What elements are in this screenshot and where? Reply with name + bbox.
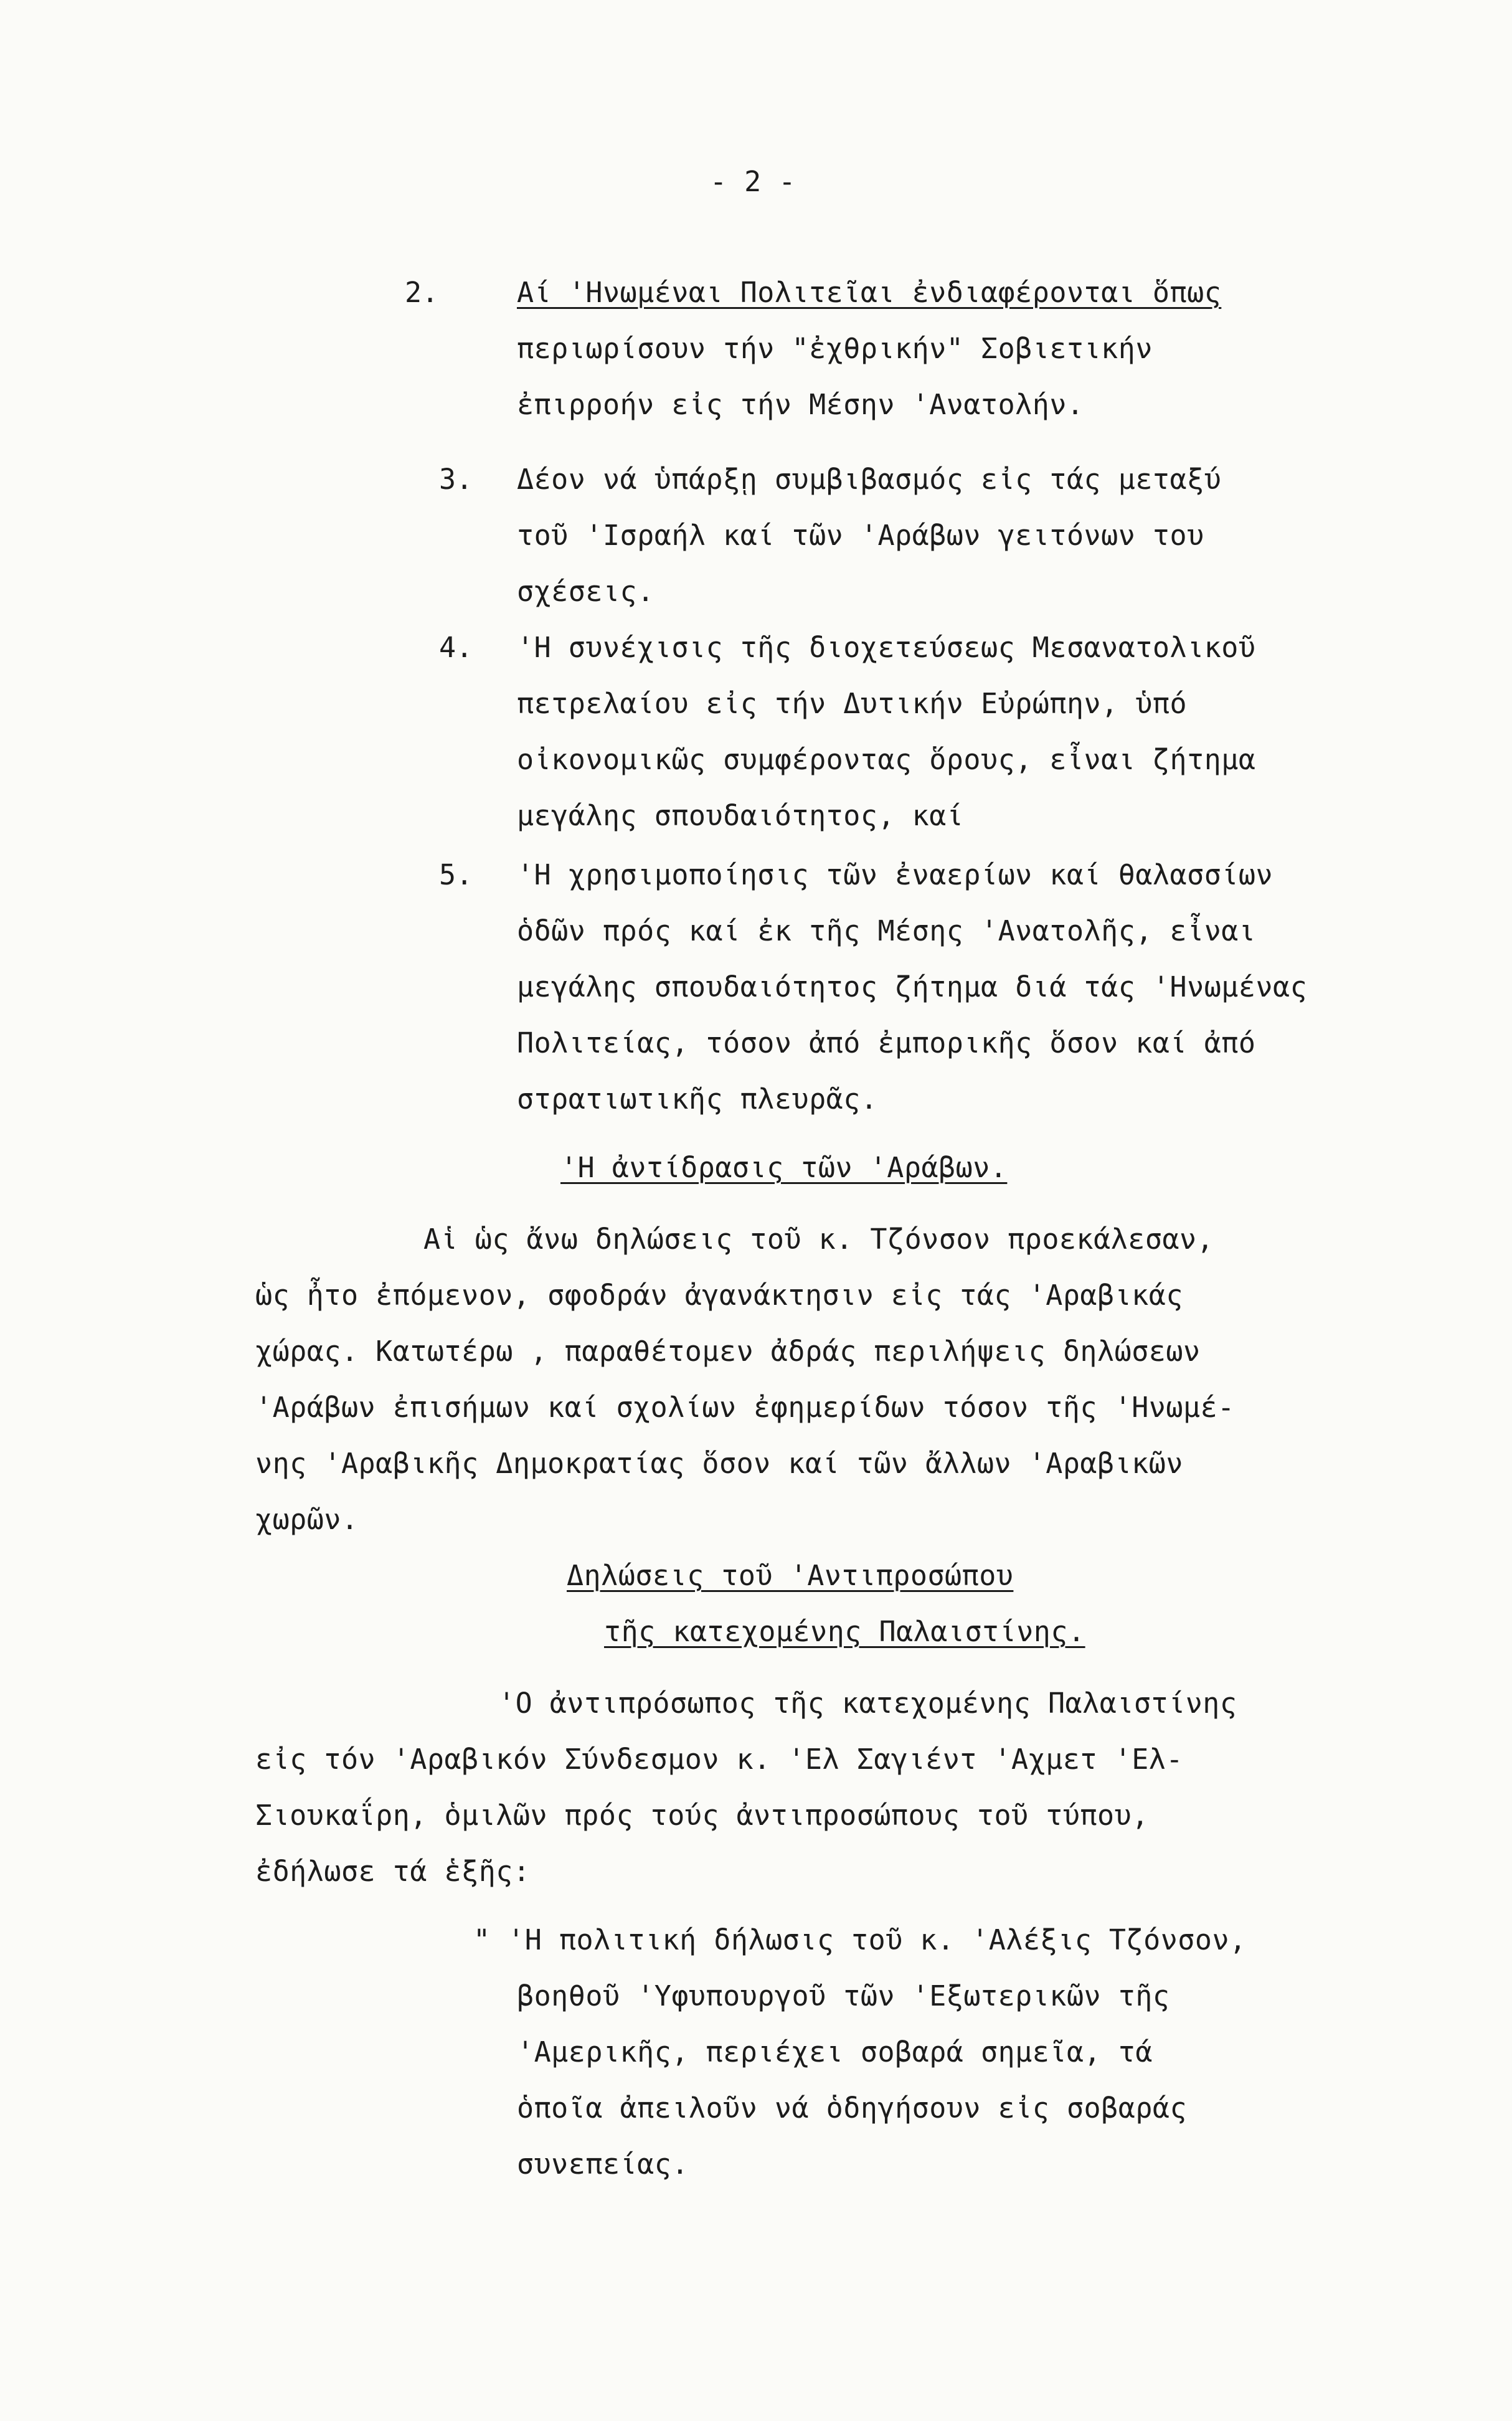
item-line: 'Η συνέχισις τῆς διοχετεύσεως Μεσανατολικοῦ bbox=[517, 631, 1256, 664]
item-line: ἐπιρροήν εἰς τήν Μέσην 'Ανατολήν. bbox=[517, 388, 1084, 421]
quote-line: ὁποῖα ἀπειλοῦν νά ὁδηγήσουν εἰς σοβαράς bbox=[517, 2092, 1188, 2125]
item-line: ὁδῶν πρός καί ἐκ τῆς Μέσης 'Ανατολῆς, εἶναι bbox=[517, 914, 1256, 947]
item-line: σχέσεις. bbox=[517, 575, 654, 608]
paragraph-line: 'Ο ἀντιπρόσωπος τῆς κατεχομένης Παλαιστίνης bbox=[498, 1687, 1237, 1720]
paragraph-line: Σιουκαΐρη, ὁμιλῶν πρός τούς ἀντιπροσώπους τοῦ τύπου, bbox=[255, 1799, 1149, 1832]
paragraph-line: Αἱ ὡς ἄνω δηλώσεις τοῦ κ. Τζόνσον προεκάλεσαν, bbox=[423, 1223, 1214, 1256]
item-line: Αί 'Ηνωμέναι Πολιτεῖαι ἐνδιαφέρονται ὅπως bbox=[517, 276, 1222, 309]
item-line: Πολιτείας, τόσον ἀπό ἐμπορικῆς ὅσον καί ἀπό bbox=[517, 1026, 1256, 1059]
item-line: Δέον νά ὑπάρξῃ συμβιβασμός εἰς τάς μεταξύ bbox=[517, 463, 1222, 496]
item-line: πετρελαίου εἰς τήν Δυτικήν Εὐρώπην, ὑπό bbox=[517, 687, 1188, 720]
item-line: τοῦ 'Ισραήλ καί τῶν 'Αράβων γειτόνων του bbox=[517, 519, 1204, 552]
paragraph-line: χώρας. Κατωτέρω , παραθέτομεν ἀδράς περιλήψεις δηλώσεων bbox=[255, 1335, 1201, 1368]
quote-line: 'Αμερικῆς, περιέχει σοβαρά σημεῖα, τά bbox=[517, 2035, 1153, 2068]
paragraph-line: ἐδήλωσε τά ἑξῆς: bbox=[255, 1855, 531, 1888]
item-number: 3. bbox=[439, 463, 473, 496]
page-number: - 2 - bbox=[710, 165, 796, 198]
quote-line: βοηθοῦ 'Υφυπουργοῦ τῶν 'Εξωτερικῶν τῆς bbox=[517, 1979, 1170, 2012]
item-number: 2. bbox=[405, 276, 439, 309]
quote-line: συνεπείας. bbox=[517, 2148, 689, 2181]
item-line: στρατιωτικῆς πλευρᾶς. bbox=[517, 1083, 878, 1116]
item-number: 5. bbox=[439, 858, 473, 891]
item-line: οἰκονομικῶς συμφέροντας ὅρους, εἶναι ζήτημα bbox=[517, 743, 1256, 776]
paragraph-line: ὡς ἦτο ἐπόμενον, σφοδράν ἀγανάκτησιν εἰς τάς 'Αραβικάς bbox=[255, 1279, 1183, 1312]
item-line: μεγάλης σπουδαιότητος ζήτημα διά τάς 'Ηνωμένας bbox=[517, 970, 1308, 1003]
paragraph-line: εἰς τόν 'Αραβικόν Σύνδεσμον κ. 'Ελ Σαγιέντ 'Αχμετ 'Ελ- bbox=[255, 1743, 1183, 1776]
section-heading: Δηλώσεις τοῦ 'Αντιπροσώπου bbox=[567, 1559, 1014, 1592]
paragraph-line: 'Αράβων ἐπισήμων καί σχολίων ἐφημερίδων τόσον τῆς 'Ηνωμέ- bbox=[255, 1391, 1235, 1424]
quote-line: " 'Η πολιτική δήλωσις τοῦ κ. 'Αλέξις Τζόνσον, bbox=[473, 1923, 1247, 1956]
item-line: περιωρίσουν τήν "ἐχθρικήν" Σοβιετικήν bbox=[517, 332, 1153, 365]
item-line: μεγάλης σπουδαιότητος, καί bbox=[517, 799, 964, 832]
section-heading: τῆς κατεχομένης Παλαιστίνης. bbox=[604, 1615, 1085, 1648]
item-line: 'Η χρησιμοποίησις τῶν ἐναερίων καί θαλασσίων bbox=[517, 858, 1273, 891]
paragraph-line: νης 'Αραβικῆς Δημοκρατίας ὅσον καί τῶν ἄλλων 'Αραβικῶν bbox=[255, 1447, 1183, 1480]
item-number: 4. bbox=[439, 631, 473, 664]
section-heading: 'Η ἀντίδρασις τῶν 'Αράβων. bbox=[560, 1151, 1008, 1184]
paragraph-line: χωρῶν. bbox=[255, 1503, 359, 1536]
